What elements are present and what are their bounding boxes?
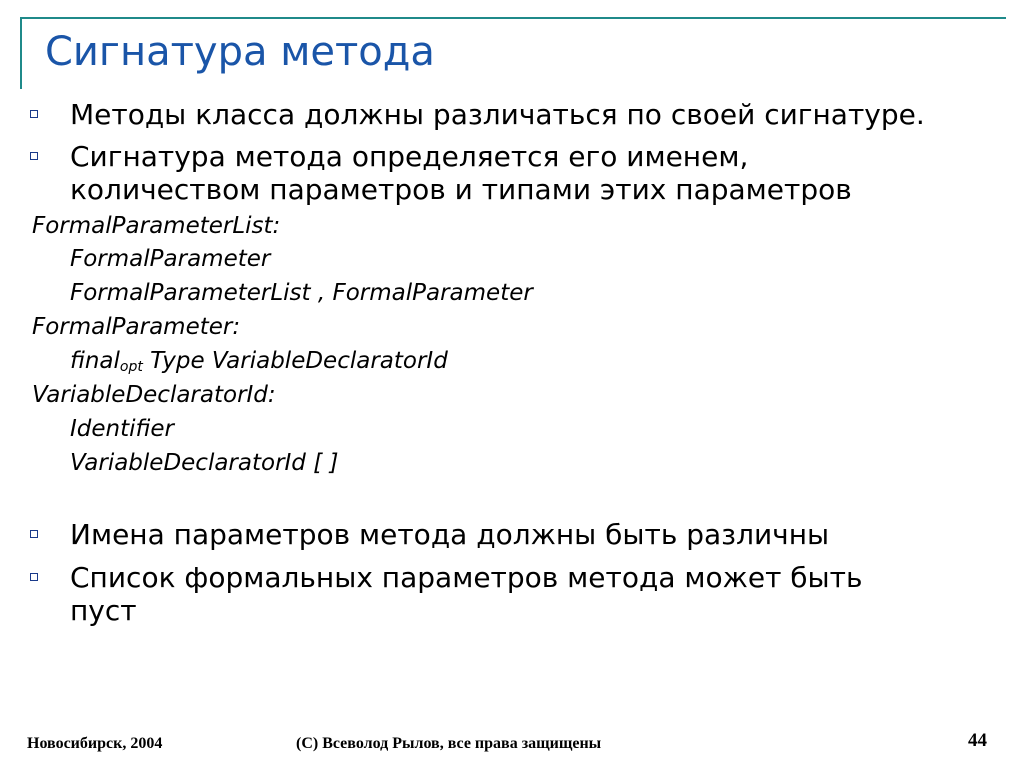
grammar-line: VariableDeclaratorId: <box>32 382 276 408</box>
title-frame-top-line <box>20 17 1006 19</box>
bullet-text-line1: Сигнатура метода определяется его именем, <box>70 140 749 173</box>
slide-title: Сигнатура метода <box>45 29 435 75</box>
square-bullet-icon <box>30 152 38 160</box>
square-bullet-icon <box>30 110 38 118</box>
bullet-text-line1: Список формальных параметров метода может быть <box>70 561 863 594</box>
square-bullet-icon <box>30 530 38 538</box>
grammar-line: FormalParameter <box>70 246 271 272</box>
title-frame-left-line <box>20 17 22 89</box>
grammar-line: Identifier <box>70 416 174 442</box>
grammar-line: FormalParameterList , FormalParameter <box>70 280 533 306</box>
grammar-type-declarator: Type VariableDeclaratorId <box>142 348 448 374</box>
footer-copyright: (С) Всеволод Рылов, все права защищены <box>296 735 602 752</box>
bullet-text: Имена параметров метода должны быть различны <box>70 518 830 551</box>
bullet-text: Методы класса должны различаться по своей сигнатуре. <box>70 98 925 131</box>
grammar-final-keyword: final <box>70 348 120 374</box>
grammar-line: VariableDeclaratorId [ ] <box>70 450 339 476</box>
bullet-text-line2: пуст <box>70 594 137 627</box>
grammar-line: FormalParameter: <box>32 314 241 340</box>
footer-city-year: Новосибирск, 2004 <box>27 735 163 752</box>
page-number: 44 <box>968 730 987 751</box>
bullet-text-line2: количеством параметров и типами этих параметров <box>70 173 852 206</box>
grammar-line: FormalParameterList: <box>32 213 281 239</box>
grammar-line-final-opt <box>70 347 448 375</box>
square-bullet-icon <box>30 573 38 581</box>
grammar-opt-subscript: opt <box>119 359 143 375</box>
